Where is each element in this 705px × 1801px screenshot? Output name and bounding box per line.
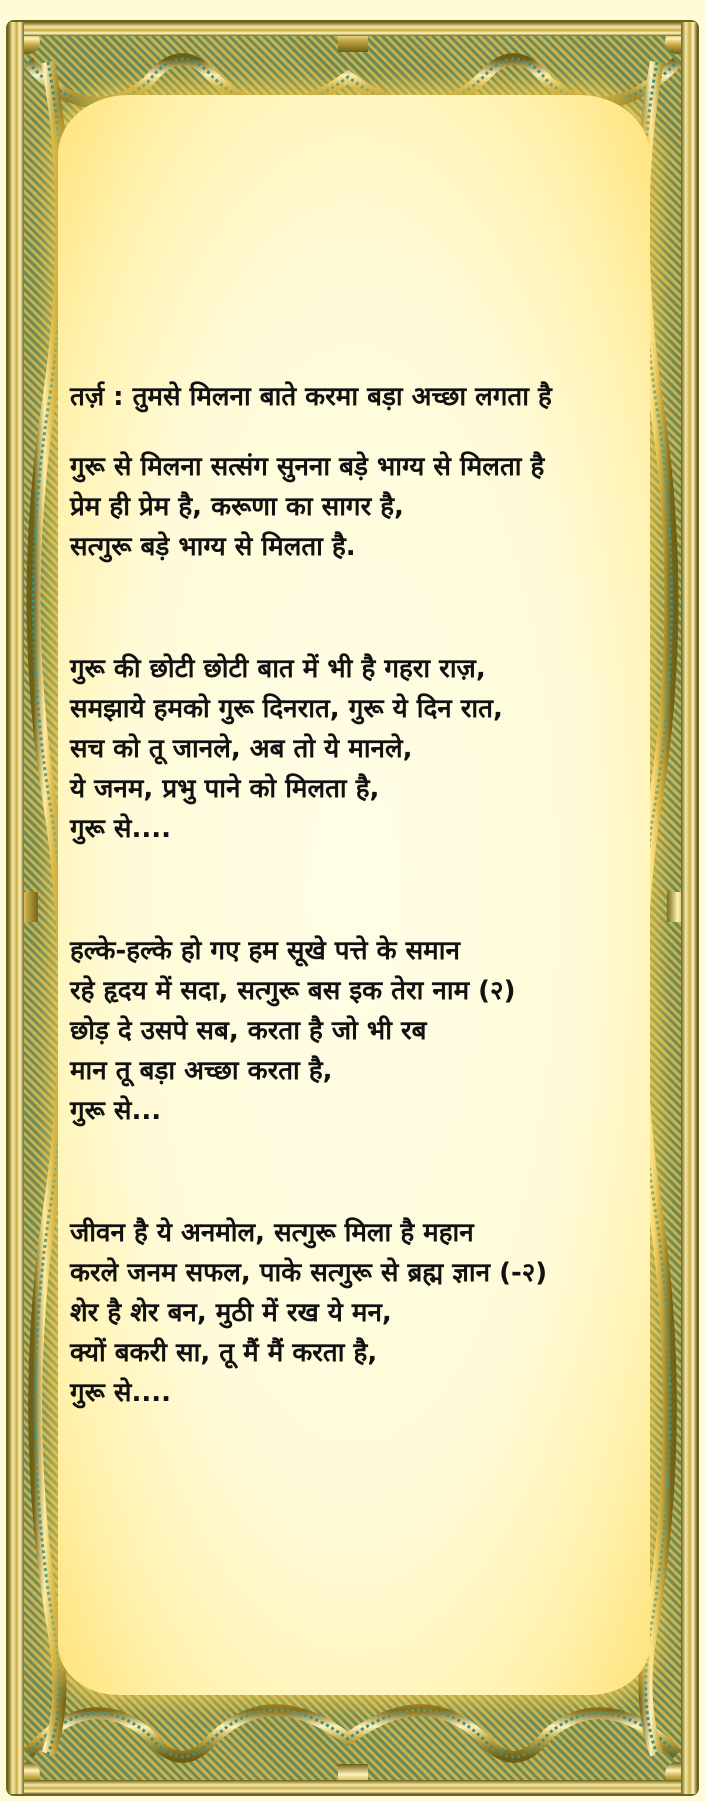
frame-rail-bottom — [8, 1780, 697, 1794]
refrain-line: गुरू से.... — [70, 1378, 171, 1408]
lyric-line: गुरू से मिलना सत्संग सुनना बड़े भाग्य से मिलता है — [70, 452, 545, 482]
lyric-line: ये जनम, प्रभु पाने को मिलता है, — [70, 774, 380, 804]
stanza-2 — [70, 649, 640, 849]
lyric-line: क्यों बकरी सा, तू मैं मैं करता है, — [70, 1338, 378, 1368]
stanza-1 — [70, 447, 640, 567]
frame-rail-left — [8, 22, 24, 1794]
refrain-line: गुरू से... — [70, 1096, 162, 1126]
frame-rail-top — [8, 22, 697, 36]
lyric-line: शेर है शेर बन, मुठी में रख ये मन, — [70, 1298, 392, 1328]
bhajan-lyrics — [70, 377, 640, 1413]
lyric-line: प्रेम ही प्रेम है, करूणा का सागर है, — [70, 492, 404, 522]
tune-line: तर्ज़ : तुमसे मिलना बाते करमा बड़ा अच्छा लगता है — [70, 382, 552, 412]
refrain-line: गुरू से.... — [70, 814, 171, 844]
lyric-line: हल्के-हल्के हो गए हम सूखे पत्ते के समान — [70, 936, 460, 966]
lyric-line: गुरू की छोटी छोटी बात में भी है गहरा राज़, — [70, 654, 486, 684]
lyric-line: छोड़ दे उसपे सब, करता है जो भी रब — [70, 1016, 427, 1046]
lyric-line: करले जनम सफल, पाके सत्गुरू से ब्रह्म ज्ञान (-२) — [70, 1258, 548, 1288]
lyric-line: मान तू बड़ा अच्छा करता है, — [70, 1056, 333, 1086]
lyric-line: समझाये हमको गुरू दिनरात, गुरू ये दिन रात, — [70, 694, 503, 724]
stanza-3 — [70, 931, 640, 1131]
lyric-line: जीवन है ये अनमोल, सत्गुरू मिला है महान — [70, 1218, 474, 1248]
stanza-4 — [70, 1213, 640, 1413]
lyric-line: रहे हृदय में सदा, सत्गुरू बस इक तेरा नाम (२) — [70, 976, 516, 1006]
lyric-line: सच को तू जानले, अब तो ये मानले, — [70, 734, 413, 764]
lyric-line: सत्गुरू बड़े भाग्य से मिलता है. — [70, 532, 356, 562]
frame-rail-right — [681, 22, 697, 1794]
